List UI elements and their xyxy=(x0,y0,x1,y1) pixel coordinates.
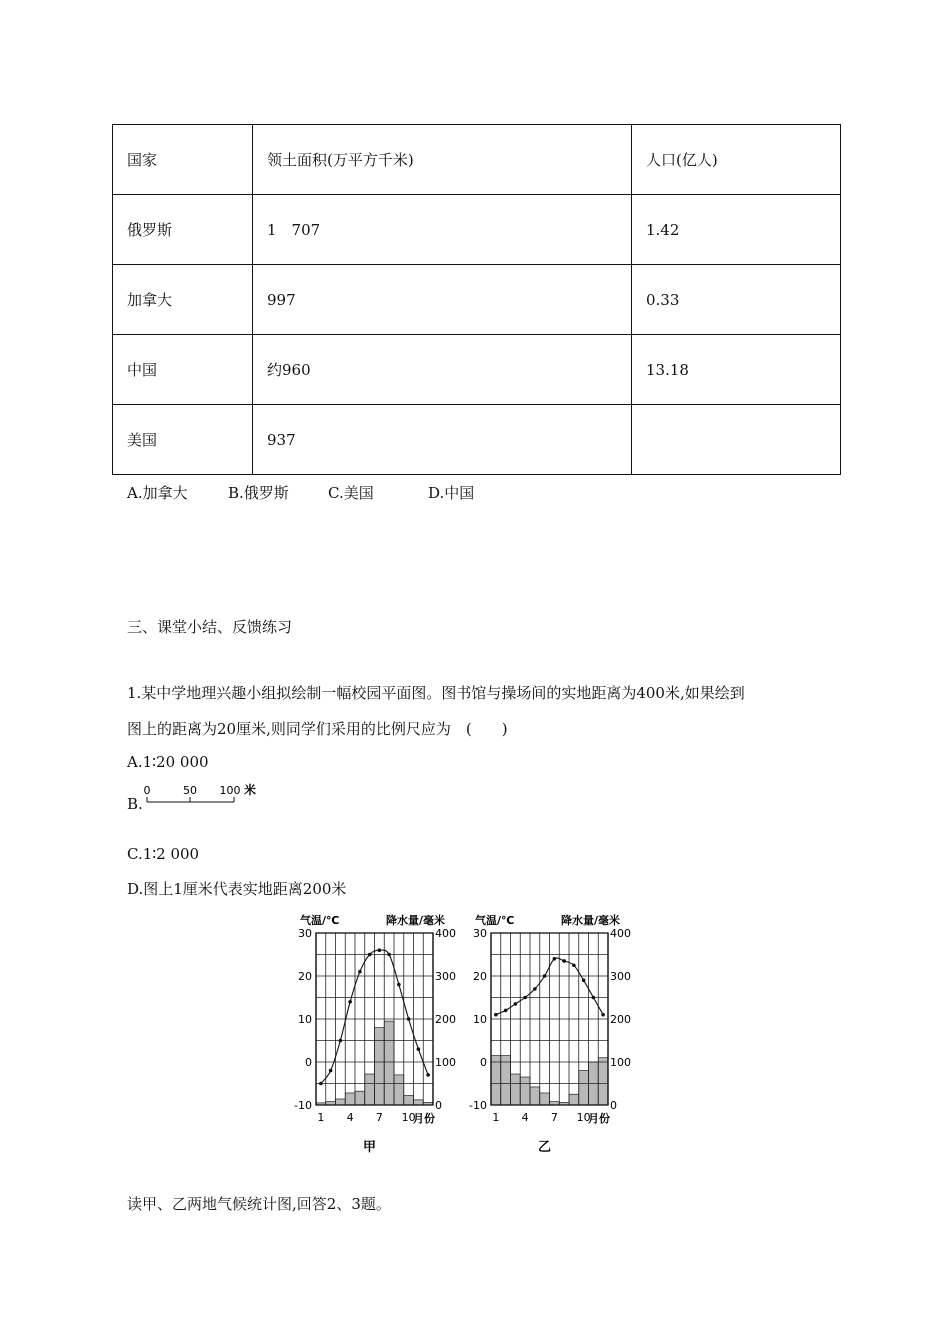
month-tick-label: 4 xyxy=(346,1111,354,1124)
temperature-point xyxy=(553,957,557,961)
temperature-point xyxy=(504,1009,508,1013)
table-header-cell: 人口(亿人) xyxy=(632,125,841,195)
precip-bar xyxy=(540,1093,550,1105)
table-cell xyxy=(632,405,841,475)
precip-tick-label: 400 xyxy=(435,927,456,940)
temperature-point xyxy=(601,1013,605,1017)
scale-bar-label: 100 xyxy=(219,784,241,797)
table-cell: 中国 xyxy=(113,335,253,405)
left-axis-label: 气温/℃ xyxy=(300,914,340,927)
section-title: 三、课堂小结、反馈练习 xyxy=(127,618,293,636)
chart-title: 甲 xyxy=(362,1140,377,1155)
temp-tick-label: 30 xyxy=(473,927,487,940)
q0-option-b: B.俄罗斯 xyxy=(228,484,289,502)
temp-tick-label: -10 xyxy=(469,1099,487,1112)
temp-tick-label: 20 xyxy=(473,970,487,983)
right-axis-label: 降水量/毫米 xyxy=(385,914,445,927)
q1-option-b: B. xyxy=(127,795,143,813)
temperature-point xyxy=(592,996,596,1000)
country-table xyxy=(112,124,841,475)
table-header-row xyxy=(113,125,841,195)
q1-option-a: A.1∶20 000 xyxy=(127,753,209,771)
table-cell: 美国 xyxy=(113,405,253,475)
precip-bar xyxy=(355,1091,365,1105)
temperature-point xyxy=(562,959,566,963)
q0-option-d: D.中国 xyxy=(428,484,475,502)
precip-tick-label: 200 xyxy=(610,1013,631,1026)
table-row xyxy=(113,335,841,405)
temperature-point xyxy=(319,1082,323,1086)
table-cell: 加拿大 xyxy=(113,265,253,335)
temperature-point xyxy=(339,1039,343,1043)
scale-bar-label: 0 xyxy=(143,784,151,797)
q1-option-c: C.1∶2 000 xyxy=(127,845,200,863)
precip-tick-label: 0 xyxy=(610,1099,617,1112)
temp-tick-label: 10 xyxy=(298,1013,312,1026)
precip-bar xyxy=(394,1075,404,1105)
table-row xyxy=(113,405,841,475)
table-header-cell: 国家 xyxy=(113,125,253,195)
temperature-point xyxy=(387,953,391,957)
table-cell: 0.33 xyxy=(632,265,841,335)
x-axis-label: 月份 xyxy=(413,1112,435,1125)
precip-bar xyxy=(336,1099,346,1105)
table-cell: 1 707 xyxy=(253,195,632,265)
precip-tick-label: 300 xyxy=(610,970,631,983)
precip-bar xyxy=(598,1058,608,1105)
precip-bar xyxy=(414,1100,424,1105)
temperature-point xyxy=(533,987,537,991)
precip-bar xyxy=(375,1028,385,1105)
temperature-point xyxy=(348,1000,352,1004)
table-cell: 937 xyxy=(253,405,632,475)
precip-bar xyxy=(511,1074,521,1105)
instruction-text: 读甲、乙两地气候统计图,回答2、3题。 xyxy=(127,1195,391,1213)
precip-bar xyxy=(520,1077,530,1105)
temperature-point xyxy=(582,979,586,983)
precip-tick-label: 300 xyxy=(435,970,456,983)
temp-tick-label: 10 xyxy=(473,1013,487,1026)
table-row xyxy=(113,265,841,335)
precip-bar xyxy=(365,1074,375,1105)
q1-stem-line2: 图上的距离为20厘米,则同学们采用的比例尺应为 ( ) xyxy=(127,720,508,738)
precip-tick-label: 100 xyxy=(435,1056,456,1069)
scale-bar xyxy=(140,780,270,806)
scale-bar-unit: 米 xyxy=(243,783,257,797)
precip-tick-label: 400 xyxy=(610,927,631,940)
table-header-cell: 领土面积(万平方千米) xyxy=(253,125,632,195)
precip-bar xyxy=(569,1094,579,1105)
month-tick-label: 4 xyxy=(521,1111,529,1124)
temp-tick-label: 20 xyxy=(298,970,312,983)
temperature-point xyxy=(329,1069,333,1073)
temperature-point xyxy=(407,1017,411,1021)
temperature-point xyxy=(358,970,362,974)
precip-tick-label: 0 xyxy=(435,1099,442,1112)
temp-tick-label: -10 xyxy=(294,1099,312,1112)
month-tick-label: 7 xyxy=(550,1111,558,1124)
temperature-point xyxy=(572,963,576,967)
precip-tick-label: 100 xyxy=(610,1056,631,1069)
temperature-point xyxy=(426,1073,430,1077)
precip-bar xyxy=(530,1087,540,1105)
right-axis-label: 降水量/毫米 xyxy=(560,914,620,927)
temperature-point xyxy=(397,983,401,987)
month-tick-label: 7 xyxy=(375,1111,383,1124)
temperature-point xyxy=(514,1002,518,1006)
q0-option-c: C.美国 xyxy=(328,484,374,502)
chart-title: 乙 xyxy=(537,1140,552,1155)
month-tick-label: 10 xyxy=(401,1111,416,1124)
precip-bar xyxy=(404,1096,414,1105)
table-row xyxy=(113,195,841,265)
month-tick-label: 1 xyxy=(317,1111,325,1124)
precip-bar xyxy=(579,1071,589,1105)
q1-stem-line1: 1.某中学地理兴趣小组拟绘制一幅校园平面图。图书馆与操场间的实地距离为400米,如果绘到 xyxy=(127,684,745,702)
q1-option-d: D.图上1厘米代表实地距离200米 xyxy=(127,880,347,898)
table-cell: 13.18 xyxy=(632,335,841,405)
precip-tick-label: 200 xyxy=(435,1013,456,1026)
temperature-point xyxy=(543,974,547,978)
precip-bar xyxy=(384,1021,394,1105)
left-axis-label: 气温/℃ xyxy=(475,914,515,927)
temperature-point xyxy=(378,948,382,952)
temperature-point xyxy=(368,953,372,957)
precip-bar xyxy=(345,1093,355,1105)
table-cell: 俄罗斯 xyxy=(113,195,253,265)
temp-tick-label: 0 xyxy=(480,1056,487,1069)
table-cell: 约960 xyxy=(253,335,632,405)
table-cell: 1.42 xyxy=(632,195,841,265)
temp-tick-label: 0 xyxy=(305,1056,312,1069)
table-cell: 997 xyxy=(253,265,632,335)
x-axis-label: 月份 xyxy=(588,1112,610,1125)
q0-option-a: A.加拿大 xyxy=(127,484,188,502)
climate-charts xyxy=(280,905,640,1160)
month-tick-label: 10 xyxy=(576,1111,591,1124)
temperature-point xyxy=(523,996,527,1000)
temp-tick-label: 30 xyxy=(298,927,312,940)
month-tick-label: 1 xyxy=(492,1111,500,1124)
scale-bar-label: 50 xyxy=(183,784,197,797)
precip-bar xyxy=(501,1056,511,1105)
temperature-point xyxy=(494,1013,498,1017)
temperature-point xyxy=(417,1047,421,1051)
precip-bar xyxy=(491,1056,501,1105)
